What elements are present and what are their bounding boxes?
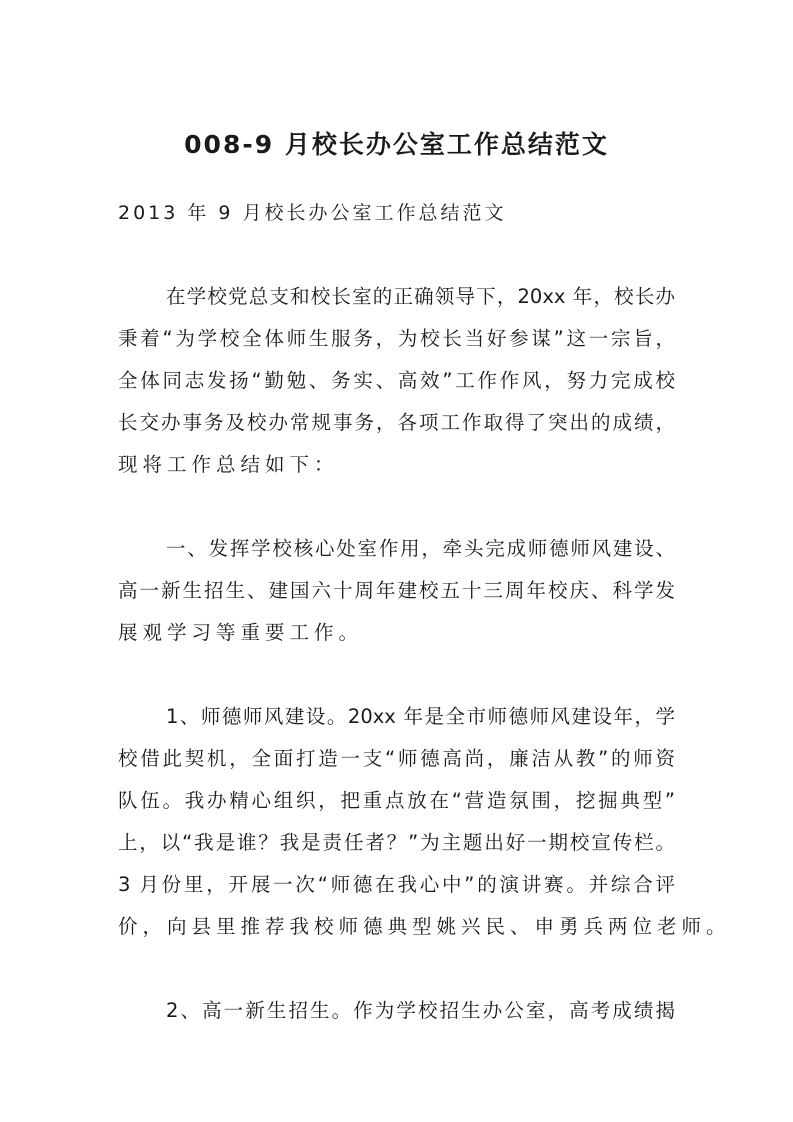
text-line: 展观学习等重要工作。 xyxy=(118,621,364,644)
paragraph-section-1 xyxy=(118,528,675,654)
text-line: 队伍。我办精心组织，把重点放在“营造氛围，挖掘典型” xyxy=(118,789,675,812)
text-line: 2、高一新生招生。作为学校招生办公室，高考成绩揭 xyxy=(166,999,675,1022)
text-line: 校借此契机，全面打造一支“师德高尚，廉洁从教”的师资 xyxy=(118,747,675,770)
text-line: 秉着“为学校全体师生服务，为校长当好参谋”这一宗旨， xyxy=(118,327,675,350)
text-line: 在学校党总支和校长室的正确领导下，20xx 年，校长办 xyxy=(166,285,675,308)
paragraph-intro xyxy=(118,276,675,486)
paragraph-item-2 xyxy=(118,990,675,1032)
text-line: 全体同志发扬“勤勉、务实、高效”工作作风，努力完成校 xyxy=(118,369,675,392)
document-subtitle: 2013 年 9 月校长办公室工作总结范文 xyxy=(118,202,507,224)
text-line: 现将工作总结如下： xyxy=(118,453,339,476)
text-line: 1、师德师风建设。20xx 年是全市师德师风建设年，学 xyxy=(166,705,675,728)
text-line: 3 月份里，开展一次“师德在我心中”的演讲赛。并综合评 xyxy=(118,873,675,896)
text-line: 价，向县里推荐我校师德典型姚兴民、申勇兵两位老师。 xyxy=(118,915,731,938)
document-title: 008-9 月校长办公室工作总结范文 xyxy=(184,130,609,159)
text-line: 长交办事务及校办常规事务，各项工作取得了突出的成绩， xyxy=(118,411,675,434)
text-line: 一、发挥学校核心处室作用，牵头完成师德师风建设、 xyxy=(166,537,675,560)
text-line: 上，以“我是谁？我是责任者？”为主题出好一期校宣传栏。 xyxy=(118,831,675,854)
paragraph-item-1 xyxy=(118,696,731,948)
text-line: 高一新生招生、建国六十周年建校五十三周年校庆、科学发 xyxy=(118,579,675,602)
